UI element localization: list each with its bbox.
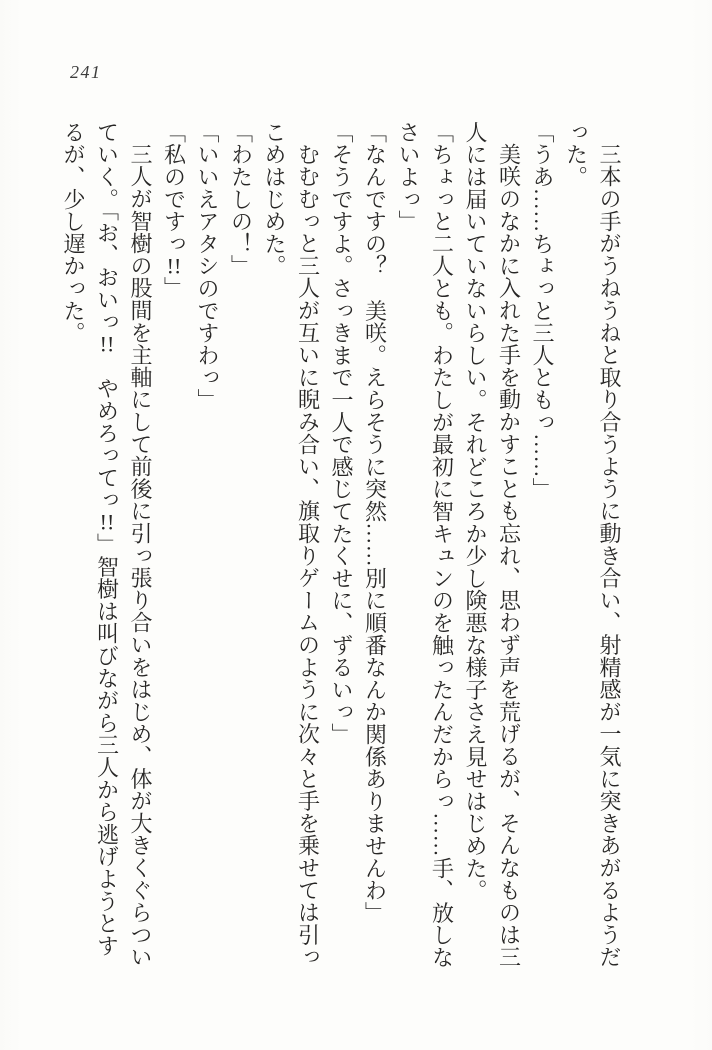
paragraph: 「なんですの？ 美咲。えらそうに突然……別に順番なんか関係ありませんわ」: [362, 121, 388, 924]
paragraph: 「いいえアタシのですわっ」: [195, 121, 220, 411]
paragraph: 「そうですよ。さっきまで一人で感じてたくせに、ずるいっ」: [329, 121, 354, 746]
text-block: [57, 121, 627, 971]
paragraph: 「わたしの！」: [228, 121, 254, 278]
paragraph: 「私のですっ!!」: [161, 121, 187, 300]
paragraph: 三本の手がうねうねと取り合うように動き合い、射精感が一気に突きあがるようだった。: [563, 121, 622, 969]
paragraph: むむむっと三人が互いに睨み合い、旗取りゲームのように次々と手を乗せては引っこめはじめた。: [262, 121, 321, 969]
paragraph: 「ちょっと二人とも。わたしが最初に智キュンのを触ったんだからっ……手、放しなさいよっ」: [396, 121, 455, 969]
double-exclamation: !!: [166, 254, 182, 277]
paragraph: 「うあ……ちょっと三人ともっ……」: [530, 121, 555, 501]
double-exclamation: !!: [99, 333, 115, 355]
double-exclamation: !!: [99, 511, 115, 534]
page-number: 241: [70, 62, 102, 82]
paragraph: 美咲のなかに入れた手を動かすことも忘れ、思わず声を荒げるが、そんなものは三人には届いていないらしい。それどころか少し険悪な様子さえ見せはじめた。: [463, 121, 522, 969]
paragraph: 三人が智樹の股間を主軸にして前後に引っ張り合いをはじめ、体が大きくぐらついていく。「お、おいっ!! やめろってっ!!」智樹は叫びながら三人から逃げようとするが、少し遅かった。: [61, 121, 153, 969]
